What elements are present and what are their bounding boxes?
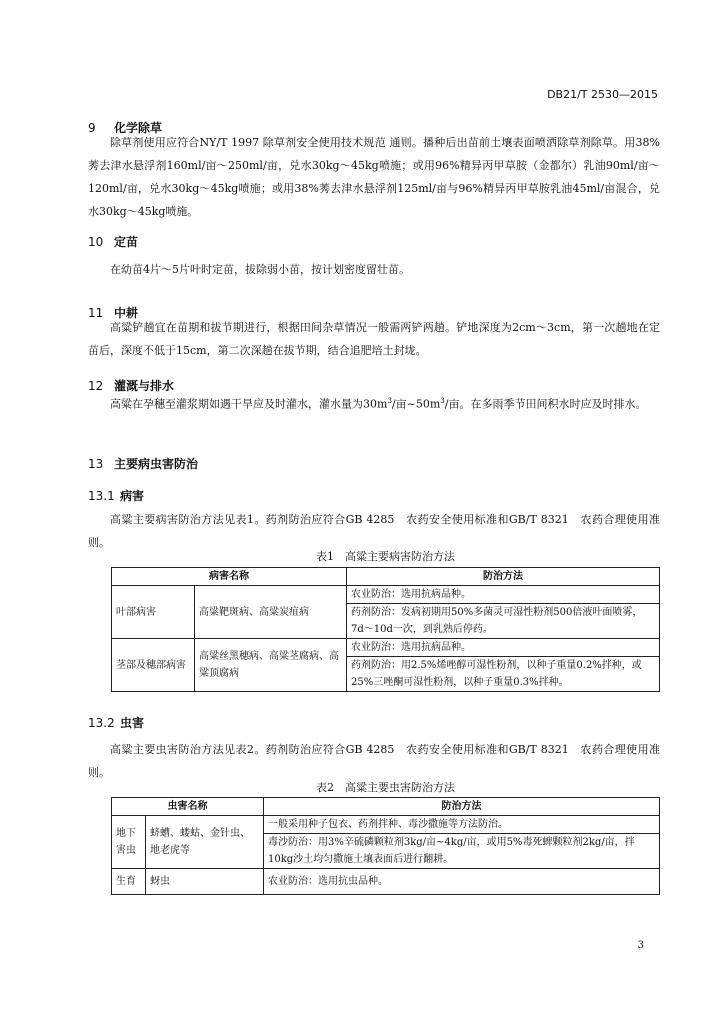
section-title: 定苗 [114,235,139,249]
table-cell-method: 药剂防治：发病初期用50%多菌灵可湿性粉剂500倍液叶面喷雾，7d～10d一次，到乳熟后停药。 [347,604,660,639]
table-cell-category: 生育 [112,869,146,895]
table-header: 病害名称 [112,568,347,586]
table-cell-method: 一般采用种子包衣、药剂拌种、毒沙撒施等方法防治。 [264,816,660,834]
section-12-body: 高粱在孕穗至灌浆期如遇干旱应及时灌水，灌水量为$30m^3/$亩$\sim 50m^3/$亩。在多雨季节田间积水时应及时排水。 [110,397,647,411]
section-13-1-heading [88,487,144,504]
table-row [112,639,660,657]
section-title: 化学除草 [114,121,163,135]
table-cell-names: 高粱丝黑穗病、高粱茎腐病、高粱顶腐病 [195,639,347,692]
section-number: 12 [88,379,104,393]
table-cell-names: 蛴螬、蝼蛄、金针虫、地老虎等 [146,816,264,869]
table-cell-names: 蚜虫 [146,869,264,895]
section-13-2-body: 高粱主要虫害防治方法见表2。药剂防治应符合GB 4285 农药安全使用标准和GB/T 8321 农药合理使用准则。 [88,743,660,779]
table-row [112,869,660,895]
table-2-caption: 表2 高粱主要虫害防治方法 [316,781,455,794]
table-cell-method: 农业防治：选用抗病品种。 [347,586,660,604]
table-1 [111,567,660,692]
section-10-heading [88,233,138,250]
table-2 [111,797,660,895]
section-11-body: 高粱铲趟宜在苗期和拔节期进行，根据田间杂草情况一般需两铲两趟。铲地深度为2cm～3cm，第一次趟地在定苗后，深度不低于15cm，第二次深趟在拔节期，结合追肥培土封垅。 [88,321,660,357]
table-cell-category: 茎部及穗部病害 [112,639,195,692]
table-header-row [112,568,660,586]
table-1-caption-wrap [111,548,660,564]
table-row [112,816,660,834]
table-cell-method: 农业防治：选用抗病品种。 [347,639,660,657]
table-cell-category: 地下害虫 [112,816,146,869]
section-number: 13.2 [88,716,115,730]
section-title: 虫害 [120,716,145,730]
section-number: 13.1 [88,489,115,503]
table-header: 防治方法 [264,798,660,816]
section-title: 中耕 [114,306,139,320]
section-number: 11 [88,306,104,320]
table-1-caption: 表1 高粱主要病害防治方法 [316,550,455,563]
section-number: 13 [88,457,104,471]
section-10-body: 在幼苗4片～5片叶时定苗，拔除弱小苗，按计划密度留壮苗。 [110,263,410,276]
document-code: DB21/T 2530—2015 [547,88,658,101]
section-title: 主要病虫害防治 [114,457,199,471]
section-number: 10 [88,235,104,249]
table-cell-method: 毒沙防治：用3%辛硫磷颗粒剂3kg/亩~4kg/亩，或用5%毒死蜱颗粒剂2kg/亩，拌10kg沙土均匀撒施土壤表面后进行翻耕。 [264,834,660,869]
table-cell-method: 农业防治：选用抗虫品种。 [264,869,660,895]
section-title: 灌溉与排水 [114,379,175,393]
table-header: 防治方法 [347,568,660,586]
section-13-2-heading [88,714,144,731]
table-row [112,586,660,604]
page-number: 3 [637,940,644,951]
table-cell-category: 叶部病害 [112,586,195,639]
section-number: 9 [88,121,96,135]
table-2-caption-wrap [111,779,660,795]
section-13-1-body: 高粱主要病害防治方法见表1。药剂防治应符合GB 4285 农药安全使用标准和GB/T 8321 农药合理使用准则。 [88,513,660,549]
table-header-row [112,798,660,816]
table-cell-method: 药剂防治：用2.5%烯唑醇可湿性粉剂，以种子重量0.2%拌种，或25%三唑酮可湿性粉剂，以种子重量0.3%拌种。 [347,657,660,692]
table-cell-names: 高粱靶斑病、高粱炭疽病 [195,586,347,639]
table-header: 虫害名称 [112,798,264,816]
section-title: 病害 [120,489,145,503]
section-13-heading [88,455,198,472]
section-9-body: 除草剂使用应符合NY/T 1997 除草剂安全使用技术规范 通则。播种后出苗前土壤表面喷洒除草剂除草。用38%莠去津水悬浮剂160ml/亩～250ml/亩，兑水30kg～45kg喷施；或用96%精异丙甲草胺（金都尔）乳油90ml/亩～120ml/亩，兑水30kg～45kg喷施；或用38%莠去津水悬浮剂125ml/亩与96%精异丙甲草胺乳油45ml/亩混合，兑水30kg～45kg喷施。 [88,136,660,218]
